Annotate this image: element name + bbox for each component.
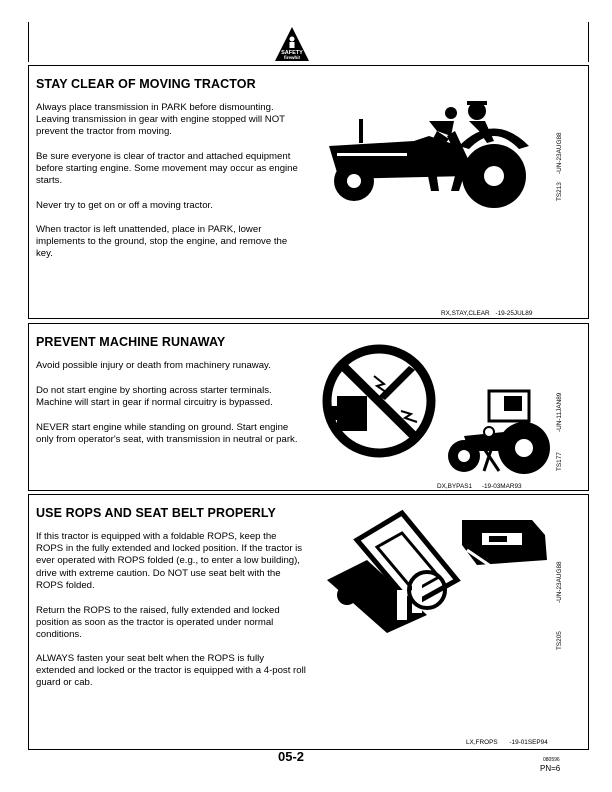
page-number: 05-2 <box>278 749 305 764</box>
paragraph: Avoid possible injury or death from machinery runaway. <box>36 360 271 371</box>
runaway-illustration <box>319 336 554 486</box>
ref-id: RX,STAY,CLEAR <box>441 310 490 317</box>
reference-code <box>466 739 548 746</box>
reference-code <box>437 483 522 490</box>
rops-illustration <box>317 505 557 635</box>
safety-alert-icon <box>274 26 310 62</box>
tractor-illustration <box>319 91 554 211</box>
section-title: USE ROPS AND SEAT BELT PROPERLY <box>36 506 276 520</box>
logo-text-safety: SAFETY <box>281 50 303 56</box>
paragraph: When tractor is left unattended, place in PARK, lower implements to the ground, stop the engine, and remove the key. <box>36 224 288 260</box>
section-title: STAY CLEAR OF MOVING TRACTOR <box>36 77 256 91</box>
paragraph: Be sure everyone is clear of tractor and attached equipment before starting engine. Some movement may occur as engine starts. <box>36 151 298 187</box>
paragraph: NEVER start engine while standing on ground. Start engine only from operator's seat, with transmission in neutral or park. <box>36 422 298 446</box>
figure-date: -UN-23AUG88 <box>556 132 563 174</box>
paragraph: If this tractor is equipped with a foldable ROPS, keep the ROPS in the fully extended and locked position. If the tractor is ever operated with ROPS folded (e.g., to enter a low building), drive with extreme caution. Do NOT use seat belt with the ROPS folded. <box>36 531 303 591</box>
ref-date: -19-25JUL89 <box>495 310 533 317</box>
ref-date: -19-01SEP94 <box>509 739 548 746</box>
ref-id: LX,FROPS <box>466 739 498 746</box>
section-stay-clear <box>28 65 589 319</box>
ref-date: -19-03MAR93 <box>481 483 522 490</box>
figure-code: TS177 <box>556 452 563 471</box>
figure-date: -UN-11JAN89 <box>556 392 563 432</box>
paragraph: Return the ROPS to the raised, fully extended and locked position as soon as the tractor is operated under normal conditions. <box>36 605 280 641</box>
ref-id: DX,BYPAS1 <box>437 483 473 490</box>
figure-code: TS213 <box>556 182 563 201</box>
paragraph: Do not start engine by shorting across starter terminals. Machine will start in gear if normal circuitry is bypassed. <box>36 385 273 409</box>
paragraph: Never try to get on or off a moving tractor. <box>36 200 213 211</box>
reference-code <box>441 310 532 317</box>
logo-text-sub: firewhit <box>283 55 301 60</box>
paragraph: ALWAYS fasten your seat belt when the ROPS is fully extended and locked or the tractor is equipped with a 4-post roll guard or cab. <box>36 653 306 689</box>
section-prevent-runaway <box>28 323 589 491</box>
pn-label: PN=6 <box>540 764 561 773</box>
figure-date: -UN-23AUG88 <box>556 561 563 603</box>
section-title: PREVENT MACHINE RUNAWAY <box>36 335 226 349</box>
document-code: 080596 <box>543 757 560 763</box>
paragraph: Always place transmission in PARK before dismounting. Leaving transmission in gear with engine stopped will NOT prevent the tractor from moving. <box>36 102 285 138</box>
section-rops <box>28 494 589 750</box>
figure-code: TS205 <box>556 631 563 650</box>
